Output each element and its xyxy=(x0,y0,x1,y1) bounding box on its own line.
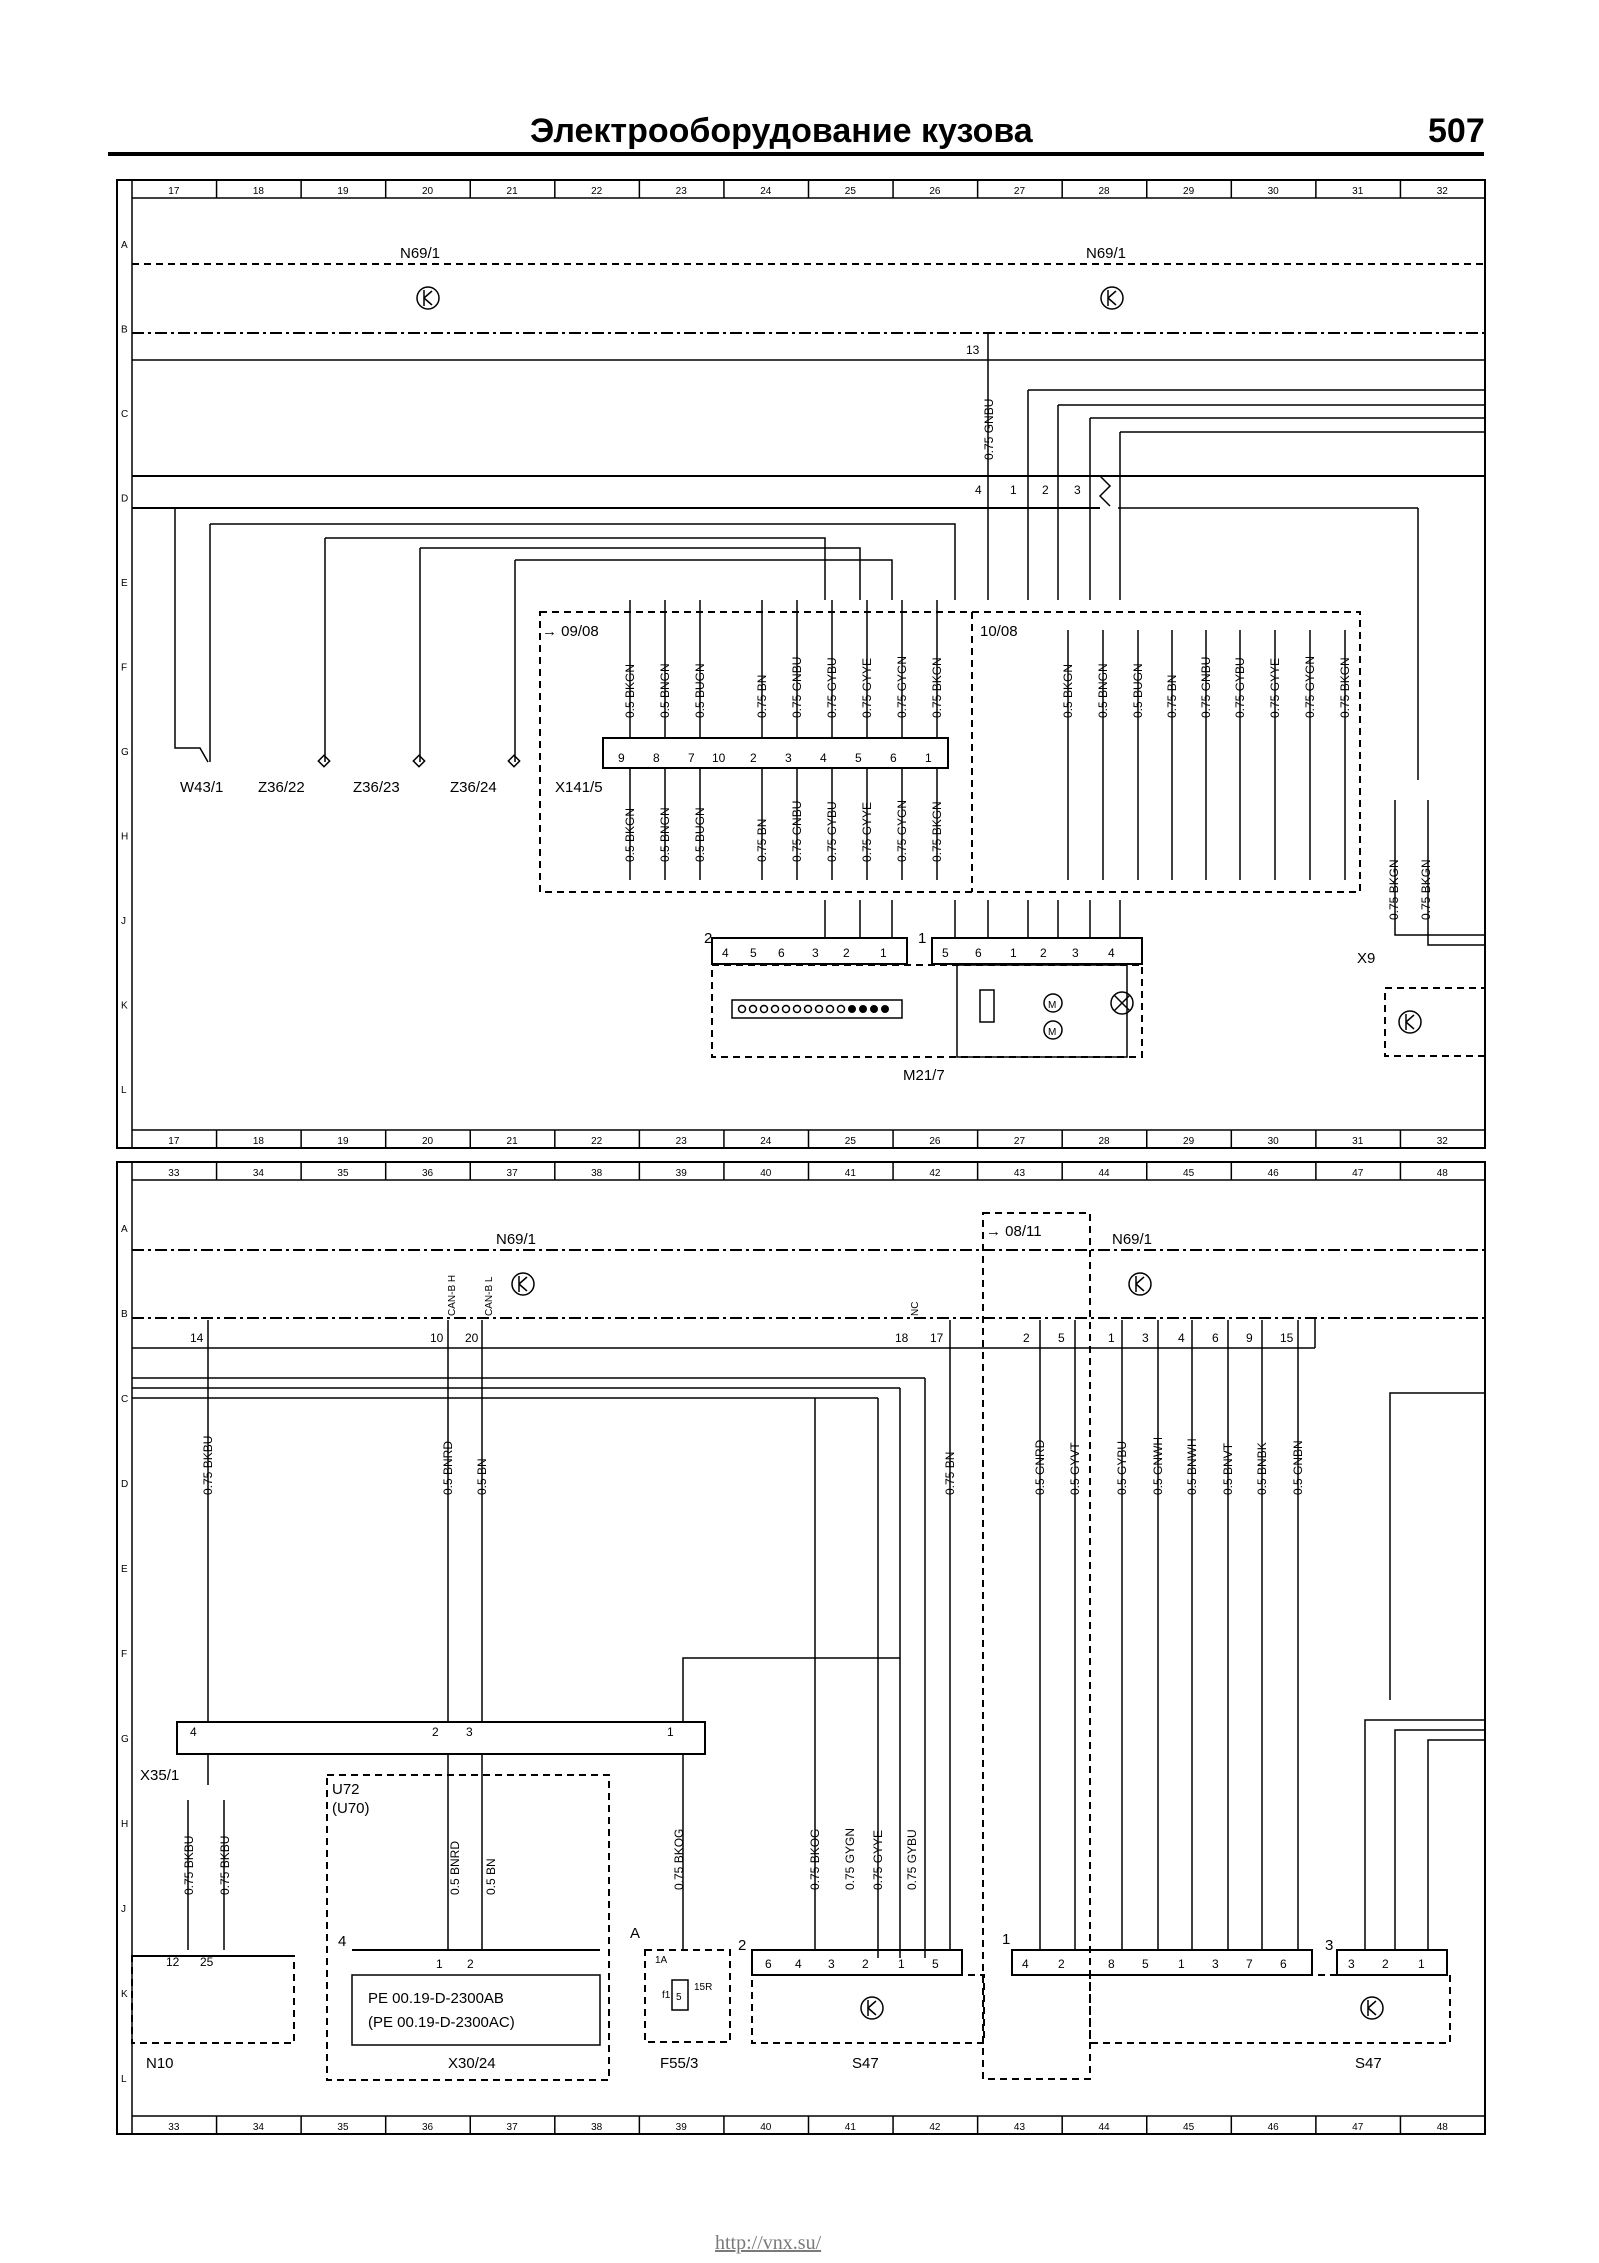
column-label: 37 xyxy=(506,2122,518,2133)
m21-7-module xyxy=(712,965,1142,1057)
pe-ref-2: (PE 00.19-D-2300AC) xyxy=(368,2014,515,2031)
column-label: 29 xyxy=(1183,1136,1195,1147)
column-label: 30 xyxy=(1267,1136,1279,1147)
s47-right-label: S47 xyxy=(1355,2055,1382,2072)
column-label: 45 xyxy=(1183,2122,1195,2133)
row-label: H xyxy=(121,831,129,843)
panel-2 xyxy=(117,1162,1485,2134)
f55-conn-label: A xyxy=(630,1925,641,1942)
column-label: 38 xyxy=(591,1168,603,1179)
u72-label: U72 xyxy=(332,1781,360,1798)
column-label: 33 xyxy=(168,2122,180,2133)
row-label: E xyxy=(121,1564,128,1575)
column-label: 43 xyxy=(1013,1168,1026,1179)
s47-pin: 2 xyxy=(862,1957,869,1971)
column-label: 36 xyxy=(421,1168,434,1179)
x141-pin: 8 xyxy=(653,751,660,765)
n10-pin-12: 12 xyxy=(166,1955,180,1969)
column-label: 40 xyxy=(760,1168,772,1179)
s47-pin: 1 xyxy=(1418,1957,1425,1971)
s47-pin: 3 xyxy=(828,1957,835,1971)
pin-13-label: 13 xyxy=(966,343,980,357)
column-label: 22 xyxy=(591,1136,603,1147)
column-label: 47 xyxy=(1352,1168,1364,1179)
row-label: J xyxy=(121,1904,126,1915)
column-label: 45 xyxy=(1183,1168,1195,1179)
m21-pin: 3 xyxy=(1072,946,1079,960)
n10-label: N10 xyxy=(146,2055,174,2072)
s47-pin: 1 xyxy=(898,1957,905,1971)
row-label: G xyxy=(121,1734,129,1745)
x30-pin-1: 1 xyxy=(436,1957,443,1971)
wire-label: 0.75 BN xyxy=(943,1451,957,1495)
b-pin: 10 xyxy=(430,1331,444,1345)
b-pin: 14 xyxy=(190,1331,204,1345)
x30-24-label: X30/24 xyxy=(448,2055,496,2072)
column-label: 48 xyxy=(1436,1168,1448,1179)
n69-1-label-right: N69/1 xyxy=(1086,245,1127,262)
m21-conn2-label: 2 xyxy=(704,930,713,947)
wire-label: 0.75 BKBU xyxy=(201,1435,215,1495)
u72-enclosure xyxy=(327,1775,609,2080)
b-pin: 2 xyxy=(1023,1331,1030,1345)
x141-pin: 3 xyxy=(785,751,792,765)
wire-label: 0.5 BUGN xyxy=(693,663,707,718)
column-label: 19 xyxy=(337,186,349,197)
column-label: 27 xyxy=(1013,1136,1026,1147)
b-pin: 3 xyxy=(1142,1331,1149,1345)
wire-label: 0.75 GYYE xyxy=(860,657,874,718)
column-label: 25 xyxy=(844,1136,856,1147)
row-label: C xyxy=(121,1394,129,1405)
column-label: 35 xyxy=(337,1168,349,1179)
column-label: 39 xyxy=(675,1168,687,1179)
f55-15r: 15R xyxy=(694,1982,713,1993)
row-label: C xyxy=(121,409,129,420)
wire-label: 0.5 BUGN xyxy=(693,807,707,862)
wire-label: 0.75 BKGN xyxy=(930,657,944,718)
row-label: F xyxy=(121,662,128,674)
wire-label: 0.75 GNBU xyxy=(790,800,804,862)
x35-1-connector xyxy=(177,1722,705,1754)
x141-pin: 2 xyxy=(750,751,757,765)
svg-text:M: M xyxy=(1048,1000,1057,1011)
transistor-icon xyxy=(512,1273,534,1295)
ref-10-08: 10/08 xyxy=(980,623,1018,640)
s47-pin: 6 xyxy=(765,1957,772,1971)
pin-label: 3 xyxy=(1074,483,1081,497)
n69-1-label-p2-right: N69/1 xyxy=(1112,1231,1153,1248)
x9-wire-2: 0.75 BKGN xyxy=(1419,859,1433,920)
wire-label: 0.75 GYBU xyxy=(825,801,839,862)
column-label: 40 xyxy=(760,2122,772,2133)
transistor-icon xyxy=(1101,287,1123,309)
n69-1-label-left: N69/1 xyxy=(400,245,441,262)
transistor-icon xyxy=(417,287,439,309)
b-pin: 6 xyxy=(1212,1331,1219,1345)
w43-1-label: W43/1 xyxy=(180,779,224,796)
column-label: 44 xyxy=(1098,1168,1110,1179)
row-label: B xyxy=(121,324,128,336)
column-label: 17 xyxy=(168,186,180,197)
b-pin: 9 xyxy=(1246,1331,1253,1345)
wire-label: 0.75 GYGN xyxy=(1303,655,1317,718)
wire-label: 0.5 BNGN xyxy=(1096,663,1110,718)
f55-pin-1a: 1A xyxy=(655,1955,668,1966)
row-label: D xyxy=(121,493,129,505)
u72-wire-bn: 0.5 BN xyxy=(484,1858,498,1895)
wire-label: 0.75 BKOG xyxy=(808,1828,822,1890)
column-label: 30 xyxy=(1267,186,1279,197)
x141-5-label: X141/5 xyxy=(555,779,603,796)
s47-pin: 4 xyxy=(795,1957,802,1971)
s47-mid-conn: 1 xyxy=(1002,1931,1011,1948)
column-label: 35 xyxy=(337,2122,349,2133)
column-label: 39 xyxy=(675,2122,687,2133)
x141-pin: 6 xyxy=(890,751,897,765)
wire-label: 0.5 BKGN xyxy=(1061,663,1075,718)
wire-label: 0.5 BKGN xyxy=(623,807,637,862)
x141-pin: 10 xyxy=(712,751,726,765)
n10-pin-25: 25 xyxy=(200,1955,214,1969)
m21-pin: 2 xyxy=(1040,946,1047,960)
wire-label: 0.5 BUGN xyxy=(1131,663,1145,718)
s47-pin: 5 xyxy=(1142,1957,1149,1971)
row-label: D xyxy=(121,1479,129,1490)
row-label: F xyxy=(121,1649,128,1660)
wire-label: 0.75 BKGN xyxy=(1338,657,1352,718)
s47-pin: 3 xyxy=(1348,1957,1355,1971)
wire-label: 0.75 GNBU xyxy=(790,656,804,718)
column-label: 33 xyxy=(168,1168,180,1179)
column-label: 31 xyxy=(1352,186,1364,197)
can-b-h-label: CAN-B H xyxy=(447,1274,458,1316)
x9-label: X9 xyxy=(1357,950,1376,967)
wire-label: 0.75 GYGN xyxy=(895,655,909,718)
x30-pin-2: 2 xyxy=(467,1957,474,1971)
m21-pin: 4 xyxy=(1108,946,1115,960)
wire-label: 0.5 GNBN xyxy=(1291,1440,1305,1495)
column-label: 26 xyxy=(929,186,941,197)
column-label: 36 xyxy=(421,2122,434,2133)
column-label: 32 xyxy=(1436,1136,1448,1147)
column-label: 24 xyxy=(760,186,772,197)
ref-09-08: → 09/08 xyxy=(542,623,599,640)
column-label: 28 xyxy=(1098,186,1110,197)
s47-left-conn: 2 xyxy=(738,1937,747,1954)
wire-label: 0.75 GYBU xyxy=(825,657,839,718)
s47-pin: 7 xyxy=(1246,1957,1253,1971)
x35-pin: 2 xyxy=(432,1725,439,1739)
b-pin: 17 xyxy=(930,1331,944,1345)
wire-label: 0.5 BN xyxy=(475,1458,489,1495)
row-label: B xyxy=(121,1309,128,1320)
column-label: 23 xyxy=(675,186,687,197)
wire-gnbu-label: 0.75 GNBU xyxy=(982,398,996,460)
f55-f1: f1 xyxy=(662,1990,671,2001)
footer-url[interactable]: http://vnx.su/ xyxy=(715,2232,822,2254)
nc-label: NC xyxy=(910,1301,921,1316)
row-label: K xyxy=(121,1000,128,1012)
m21-pin: 2 xyxy=(843,946,850,960)
x9-wire-1: 0.75 BKGN xyxy=(1387,859,1401,920)
column-label: 34 xyxy=(252,1168,264,1179)
wire-label: 0.75 GYBU xyxy=(1233,657,1247,718)
wire-label: 0.5 BNBK xyxy=(1255,1442,1269,1495)
page-number: 507 xyxy=(1428,112,1485,150)
wire-label: 0.75 GYGN xyxy=(895,799,909,862)
pin-label: 2 xyxy=(1042,483,1049,497)
m21-pin: 6 xyxy=(778,946,785,960)
x141-pin: 4 xyxy=(820,751,827,765)
wire-label: 0.5 GNWH xyxy=(1151,1436,1165,1495)
wire-label: 0.75 GYYE xyxy=(1268,657,1282,718)
x141-pin: 7 xyxy=(688,751,695,765)
column-label: 34 xyxy=(252,2122,264,2133)
column-label: 25 xyxy=(844,186,856,197)
z36-22-label: Z36/22 xyxy=(258,779,305,796)
m21-pin: 3 xyxy=(812,946,819,960)
m21-pin: 1 xyxy=(1010,946,1017,960)
wire-label: 0.5 BNVT xyxy=(1221,1442,1235,1495)
m21-pin: 5 xyxy=(942,946,949,960)
x35-wire-2: 0.75 BKBU xyxy=(218,1835,232,1895)
s47-pin: 2 xyxy=(1058,1957,1065,1971)
wire-label: 0.75 BKGN xyxy=(930,801,944,862)
row-label: J xyxy=(121,916,126,927)
wire-label: 0.5 BNRD xyxy=(441,1440,455,1495)
b-pin: 1 xyxy=(1108,1331,1115,1345)
wire-label: 0.5 GYVT xyxy=(1068,1442,1082,1495)
x141-pin: 9 xyxy=(618,751,625,765)
x141-pin: 5 xyxy=(855,751,862,765)
column-label: 21 xyxy=(506,186,518,197)
page-title: Электрооборудование кузова xyxy=(530,112,1033,150)
wire-label: 0.5 BNGN xyxy=(658,663,672,718)
b-pin: 5 xyxy=(1058,1331,1065,1345)
x35-pin: 4 xyxy=(190,1725,197,1739)
column-label: 43 xyxy=(1013,2122,1026,2133)
column-label: 31 xyxy=(1352,1136,1364,1147)
wire-label: 0.5 BNGN xyxy=(658,807,672,862)
panel-2-frame xyxy=(117,1162,1485,2134)
z36-23-label: Z36/23 xyxy=(353,779,400,796)
row-label: G xyxy=(121,747,129,758)
row-label: A xyxy=(121,1224,128,1235)
wire-label: 0.75 GYYE xyxy=(860,801,874,862)
column-label: 41 xyxy=(844,1168,856,1179)
x141-pin: 1 xyxy=(925,751,932,765)
s47-left-label: S47 xyxy=(852,2055,879,2072)
column-label: 29 xyxy=(1183,186,1195,197)
wire-label: 0.5 GYBU xyxy=(1115,1440,1129,1495)
s47-pin: 4 xyxy=(1022,1957,1029,1971)
column-label: 19 xyxy=(337,1136,349,1147)
column-label: 44 xyxy=(1098,2122,1110,2133)
wire-label: 0.75 BN xyxy=(755,674,769,718)
wire-label: 0.5 BKGN xyxy=(623,663,637,718)
ref-08-11: → 08/11 xyxy=(986,1223,1042,1240)
svg-text:M: M xyxy=(1048,1027,1057,1038)
m21-pin: 5 xyxy=(750,946,757,960)
column-label: 23 xyxy=(675,1136,687,1147)
wire-label: 0.75 GYBU xyxy=(905,1829,919,1890)
column-label: 38 xyxy=(591,2122,603,2133)
row-label: H xyxy=(121,1819,129,1830)
wire-label: 0.75 GNBU xyxy=(1199,656,1213,718)
s47-pin: 8 xyxy=(1108,1957,1115,1971)
transistor-icon xyxy=(1129,1273,1151,1295)
column-label: 28 xyxy=(1098,1136,1110,1147)
column-label: 37 xyxy=(506,1168,518,1179)
wire-label: 0.5 BNWH xyxy=(1185,1438,1199,1495)
column-label: 20 xyxy=(421,1136,434,1147)
s47-pin: 3 xyxy=(1212,1957,1219,1971)
column-label: 27 xyxy=(1013,186,1026,197)
wire-label: 0.75 BN xyxy=(755,818,769,862)
u70-label: (U70) xyxy=(332,1800,370,1817)
x35-pin: 1 xyxy=(667,1725,674,1739)
transistor-icon xyxy=(861,1997,883,2019)
n69-1-label-p2-left: N69/1 xyxy=(496,1231,537,1248)
s47-pin: 2 xyxy=(1382,1957,1389,1971)
column-label: 18 xyxy=(252,186,264,197)
transistor-icon xyxy=(1361,1997,1383,2019)
column-label: 42 xyxy=(929,1168,941,1179)
row-label: A xyxy=(121,240,128,251)
u72-wire-bnrd: 0.5 BNRD xyxy=(448,1840,462,1895)
column-label: 22 xyxy=(591,186,603,197)
column-label: 47 xyxy=(1352,2122,1364,2133)
column-label: 46 xyxy=(1267,2122,1279,2133)
f55-5: 5 xyxy=(676,1992,682,2003)
s47-pin: 6 xyxy=(1280,1957,1287,1971)
row-label: E xyxy=(121,578,128,589)
wire-label: 0.75 BN xyxy=(1165,674,1179,718)
m21-pin: 4 xyxy=(722,946,729,960)
x30-conn-label: 4 xyxy=(338,1933,347,1950)
m21-pin: 6 xyxy=(975,946,982,960)
x35-1-label: X35/1 xyxy=(140,1767,180,1784)
m21-7-label: M21/7 xyxy=(903,1067,945,1084)
s47-pin: 5 xyxy=(932,1957,939,1971)
pin-label: 1 xyxy=(1010,483,1017,497)
b-pin: 20 xyxy=(465,1331,479,1345)
column-label: 20 xyxy=(421,186,434,197)
b-pin: 4 xyxy=(1178,1331,1185,1345)
column-label: 18 xyxy=(252,1136,264,1147)
pin-label: 4 xyxy=(975,483,982,497)
transistor-icon xyxy=(1399,1011,1421,1033)
wire-label: 0.5 GNRD xyxy=(1033,1439,1047,1495)
panel-1 xyxy=(117,180,1485,1148)
m21-pin: 1 xyxy=(880,946,887,960)
s47-pin: 1 xyxy=(1178,1957,1185,1971)
row-label: L xyxy=(121,1085,127,1096)
f55-3-label: F55/3 xyxy=(660,2055,699,2072)
column-label: 42 xyxy=(929,2122,941,2133)
b-pin: 18 xyxy=(895,1331,909,1345)
pe-ref-1: PE 00.19-D-2300AB xyxy=(368,1990,504,2007)
column-label: 32 xyxy=(1436,186,1448,197)
wire-label: 0.75 GYGN xyxy=(843,1827,857,1890)
row-label: L xyxy=(121,2074,127,2085)
m21-conn1-label: 1 xyxy=(918,930,927,947)
can-b-l-label: CAN-B L xyxy=(484,1276,495,1316)
wire-label: 0.75 GYYE xyxy=(871,1829,885,1890)
f55-wire-label: 0.75 BKOG xyxy=(672,1828,686,1890)
column-label: 17 xyxy=(168,1136,180,1147)
column-label: 48 xyxy=(1436,2122,1448,2133)
column-label: 21 xyxy=(506,1136,518,1147)
column-label: 41 xyxy=(844,2122,856,2133)
b-pin: 15 xyxy=(1280,1331,1294,1345)
column-label: 26 xyxy=(929,1136,941,1147)
column-label: 24 xyxy=(760,1136,772,1147)
s47-right-conn: 3 xyxy=(1325,1937,1334,1954)
x35-wire-1: 0.75 BKBU xyxy=(182,1835,196,1895)
x35-pin: 3 xyxy=(466,1725,473,1739)
row-label: K xyxy=(121,1989,128,2000)
column-label: 46 xyxy=(1267,1168,1279,1179)
z36-24-label: Z36/24 xyxy=(450,779,497,796)
